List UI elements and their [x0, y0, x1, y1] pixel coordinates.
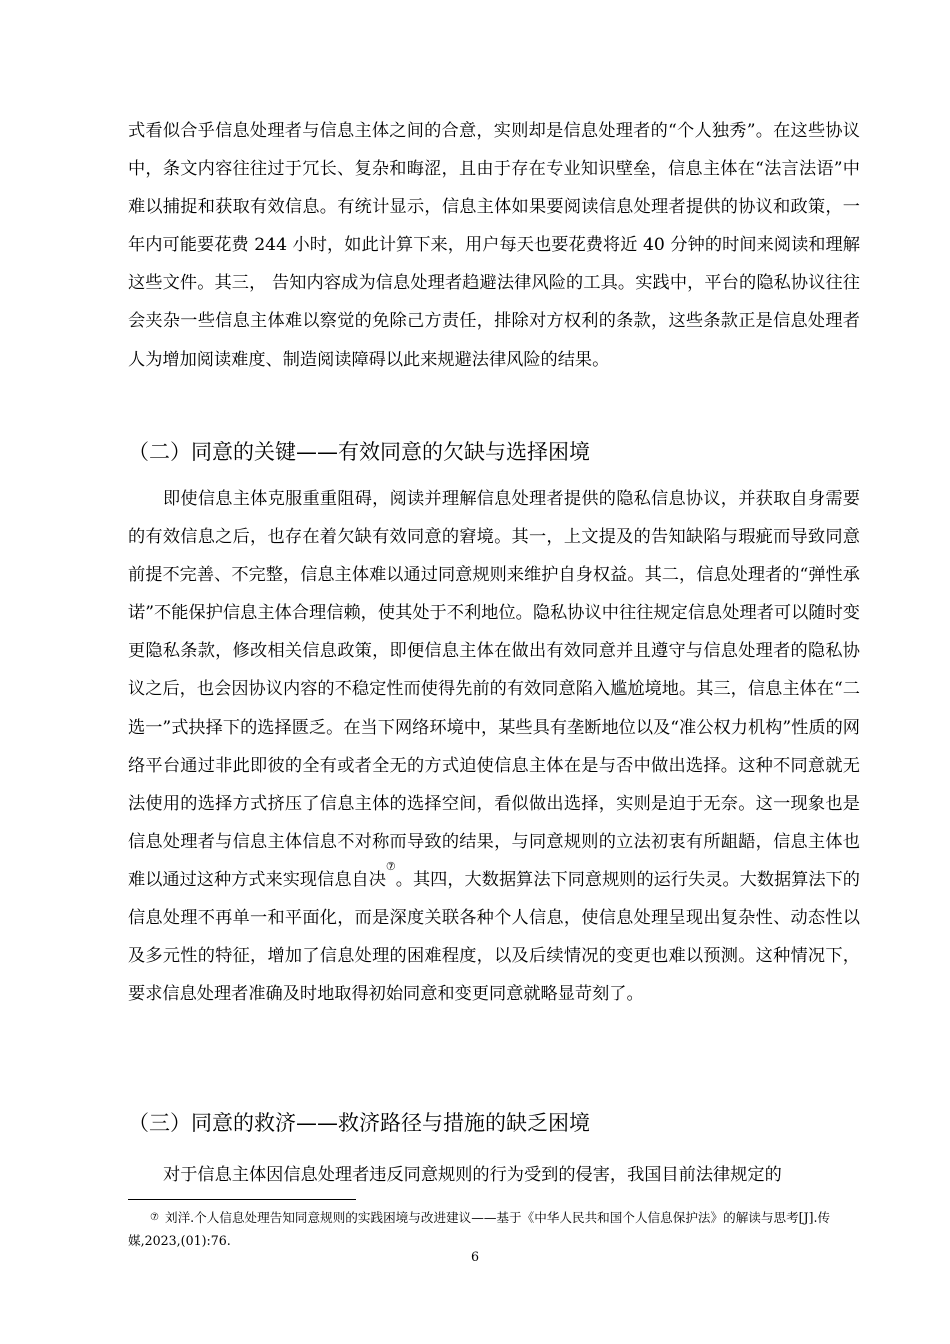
- body-paragraph: 式看似合乎信息处理者与信息主体之间的合意，实则却是信息处理者的“个人独秀”。在这些协议中，条文内容往往过于冗长、复杂和晦涩，且由于存在专业知识壁垒，信息主体在“法言法语”中难以捕捉和获取有效信息。有统计显示，信息主体如果要阅读信息处理者提供的协议和政策，一年内可能要花费 244 小时，如此计算下来，用户每天也要花费将近 40 分钟的时间来阅读和理解这些文件。其三， 告知内容成为信息处理者趋避法律风险的工具。实践中，平台的隐私协议往往会夹杂一些信息主体难以察觉的免除己方责任，排除对方权利的条款，这些条款正是信息处理者人为增加阅读难度、制造阅读障碍以此来规避法律风险的结果。: [128, 121, 860, 370]
- footnote-mark: ⑦: [150, 1212, 159, 1223]
- body-paragraph: 对于信息主体因信息处理者违反同意规则的行为受到的侵害，我国目前法律规定的: [163, 1165, 782, 1185]
- footnote-text: 刘洋.个人信息处理告知同意规则的实践困境与改进建议——基于《中华人民共和国个人信息保护法》的解读与思考[J].传媒,2023,(01):76.: [128, 1210, 831, 1248]
- body-paragraph: [128, 480, 860, 1013]
- paragraph-text: 即使信息主体克服重重阻碍，阅读并理解信息处理者提供的隐私信息协议，并获取自身需要的有效信息之后，也存在着欠缺有效同意的窘境。其一，上文提及的告知缺陷与瑕疵而导致同意前提不完善、不完整，信息主体难以通过同意规则来维护自身权益。其二，信息处理者的“弹性承诺”不能保护信息主体合理信赖，使其处于不利地位。隐私协议中往往规定信息处理者可以随时变更隐私条款，修改相关信息政策，即便信息主体在做出有效同意并且遵守与信息处理者的隐私协议之后，也会因协议内容的不稳定性而使得先前的有效同意陷入尴尬境地。其三，信息主体在“二选一”式抉择下的选择匮乏。在当下网络环境中，某些具有垄断地位以及“准公权力机构”性质的网络平台通过非此即彼的全有或者全无的方式迫使信息主体在是与否中做出选择。这种不同意就无法使用的选择方式挤压了信息主体的选择空间，看似做出选择，实则是迫于无奈。这一现象也是信息处理者与信息主体信息不对称而导致的结果，与同意规则的立法初衷有所龃龉，信息主体也难以通过这种方式来实现信息自决: [128, 489, 860, 890]
- footnote-separator: [128, 1199, 356, 1200]
- section-heading: （二）同意的关键——有效同意的欠缺与选择困境: [128, 440, 590, 464]
- page-number: 6: [470, 1249, 479, 1264]
- paragraph-text: 。其四，大数据算法下同意规则的运行失灵。大数据算法下的信息处理不再单一和平面化，而是深度关联各种个人信息，使信息处理呈现出复杂性、动态性以及多元性的特征，增加了信息处理的困难程度，以及后续情况的变更也难以预测。这种情况下，要求信息处理者准确及时地取得初始同意和变更同意就略显苛刻了。: [128, 869, 860, 1005]
- section-heading: （三）同意的救济——救济路径与措施的缺乏困境: [128, 1111, 590, 1135]
- footnote: [128, 1206, 860, 1252]
- footnote-reference[interactable]: ⑦: [385, 859, 396, 873]
